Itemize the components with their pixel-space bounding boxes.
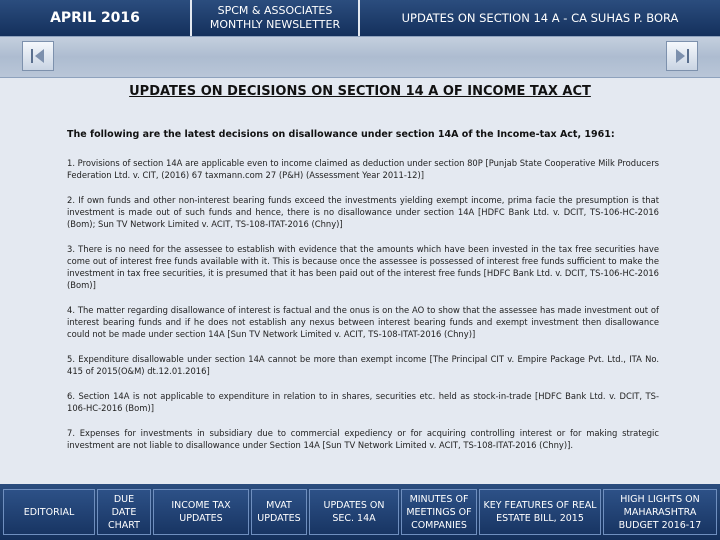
decision-list bbox=[67, 157, 659, 464]
arrow-right-icon bbox=[673, 47, 691, 65]
decision-item: 5. Expenditure disallowable under section 14A cannot be more than exempt income [The Principal CIT v. Empire Package Pvt. Ltd., ITA No. 415 of 2015(O&M) dt.12.01.2016] bbox=[67, 354, 659, 376]
previous-page-button[interactable] bbox=[22, 41, 54, 71]
nav-maharashtra-budget-button[interactable]: HIGH LIGHTS ON MAHARASHTRA BUDGET 2016-17 bbox=[603, 489, 717, 535]
decision-item: 2. If own funds and other non-interest bearing funds exceed the investments yielding exempt income, prima facie the presumption is that investment is made out of such funds and hence, there is no disallowance under section 14A [HDFC Bank Ltd. v. DCIT, TS-106-HC-2016 (Bom); Sun TV Network Limited v. ACIT, TS-108-ITAT-2016 (Chny)] bbox=[67, 195, 659, 229]
section-title: UPDATES ON SECTION 14 A - CA SUHAS P. BORA bbox=[360, 0, 720, 36]
arrow-left-icon bbox=[29, 47, 47, 65]
page-title: UPDATES ON DECISIONS ON SECTION 14 A OF INCOME TAX ACT bbox=[129, 84, 591, 99]
next-page-button[interactable] bbox=[666, 41, 698, 71]
newsletter-name: SPCM & ASSOCIATES MONTHLY NEWSLETTER bbox=[192, 0, 358, 36]
decision-item: 4. The matter regarding disallowance of interest is factual and the onus is on the AO to show that the assessee has made investment out of interest bearing funds and if he does not establish any nexus between interest bearing funds and exempt investment then disallowance could not be made under section 14A [Sun TV Network Limited v. ACIT, TS-108-ITAT-2016 (Chny)] bbox=[67, 305, 659, 339]
decision-item: 7. Expenses for investments in subsidiary due to commercial expediency or for acquiring controlling interest or for making strategic investment are not liable to disallowance under Section 14A [Sun TV Network Limited v. ACIT, TS-108-ITAT-2016 (Chny)]. bbox=[67, 428, 659, 450]
newsletter-date: APRIL 2016 bbox=[0, 0, 190, 36]
nav-income-tax-updates-button[interactable]: INCOME TAX UPDATES bbox=[153, 489, 249, 535]
nav-minutes-of-meetings-button[interactable]: MINUTES OF MEETINGS OF COMPANIES bbox=[401, 489, 477, 535]
intro-text: The following are the latest decisions on disallowance under section 14A of the Income-tax Act, 1961: bbox=[67, 129, 615, 140]
decision-item: 6. Section 14A is not applicable to expenditure in relation to in shares, securities etc. held as stock-in-trade [HDFC Bank Ltd. v. DCIT, TS-106-HC-2016 (Bom)] bbox=[67, 391, 659, 413]
nav-editorial-button[interactable]: EDITORIAL bbox=[3, 489, 95, 535]
navigation-strip bbox=[0, 36, 720, 78]
nav-mvat-updates-button[interactable]: MVAT UPDATES bbox=[251, 489, 307, 535]
nav-sec-14a-button[interactable]: UPDATES ON SEC. 14A bbox=[309, 489, 399, 535]
nav-real-estate-bill-button[interactable]: KEY FEATURES OF REAL ESTATE BILL, 2015 bbox=[479, 489, 601, 535]
decision-item: 3. There is no need for the assessee to establish with evidence that the amounts which have been invested in the tax free securities have come out of interest free funds available with it. This is because once the assessee is possessed of interest free funds sufficient to make the investment in tax free securities, it is presumed that it has been paid out of the interest free funds [HDFC Bank Ltd. v. DCIT, TS-106-HC-2016 (Bom)] bbox=[67, 244, 659, 290]
decision-item: 1. Provisions of section 14A are applicable even to income claimed as deduction under section 80P [Punjab State Cooperative Milk Producers Federation Ltd. v. CIT, (2016) 67 taxmann.com 27 (P&H) (Assessment Year 2011-12)] bbox=[67, 158, 659, 180]
nav-due-date-chart-button[interactable]: DUE DATE CHART bbox=[97, 489, 151, 535]
